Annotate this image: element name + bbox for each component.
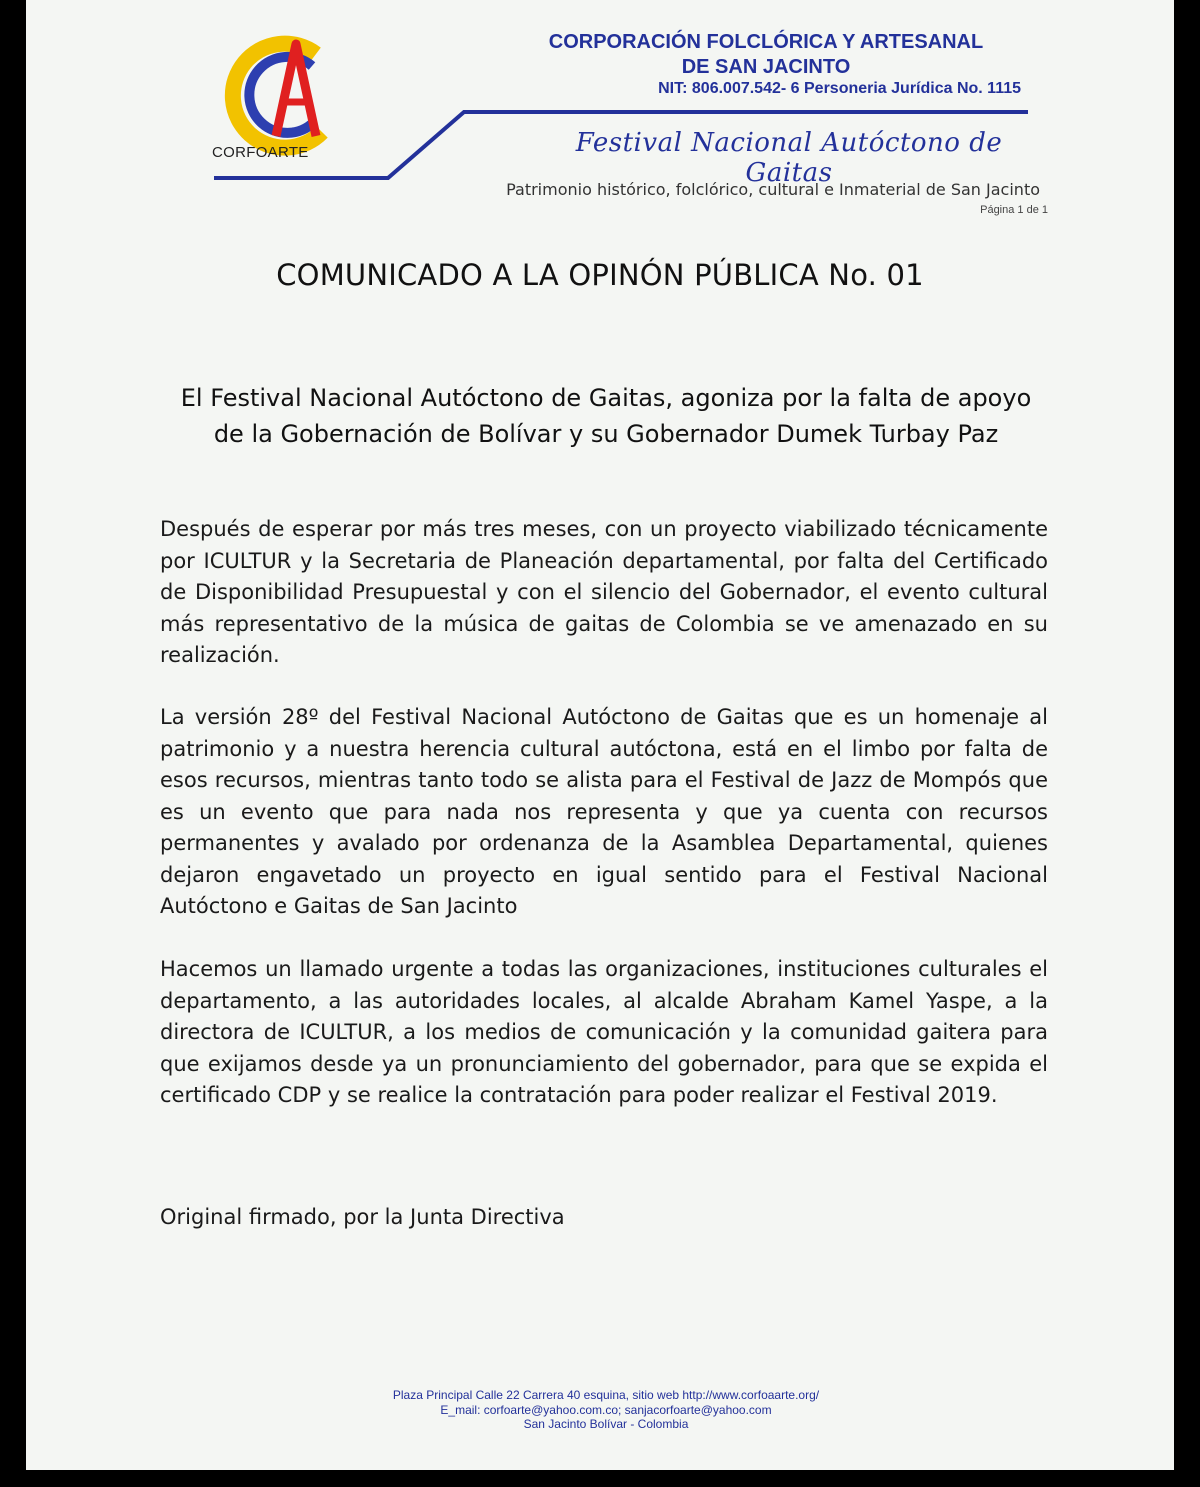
footer-location: San Jacinto Bolívar - Colombia [523,1417,689,1431]
org-name-line-2: DE SAN JACINTO [681,56,851,78]
closing-signature: Original firmado, por la Junta Directiva [160,1205,565,1229]
body-paragraph: La versión 28º del Festival Nacional Autóctono de Gaitas que es un homenaje al patrimonio y a nuestra herencia cultural autóctona, está en el limbo por falta de esos recursos, mientras tanto todo se alista para el Festival de Jazz de Mompós que es un evento que para nada nos representa y que ya cuenta con recursos permanentes y avalado por ordenanza de la Asamblea Departamental, quienes dejaron engavetado un proyecto en igual sentido para el Festival Nacional Autóctono e Gaitas de San Jacinto [160,705,1048,918]
logo-caption: CORFOARTE [212,144,309,161]
body-paragraph: Después de esperar por más tres meses, con un proyecto viabilizado técnicamente por ICULTUR y la Secretaria de Planeación departamental, por falta del Certificado de Disponibilidad Presupuestal y con el silencio del Gobernador, el evento cultural más representativo de la música de gaitas de Colombia se ve amenazado en su realización. [160,517,1048,667]
page-number: Página 1 de 1 [980,204,1048,216]
body-paragraph: Hacemos un llamado urgente a todas las organizaciones, instituciones culturales el departamento, a las autoridades locales, al alcalde Abraham Kamel Yaspe, a la directora de ICULTUR, a los medios de comunicación y la comunidad gaitera para que exijamos desde ya un pronunciamiento del gobernador, para que se expida el certificado CDP y se realice la contratación para poder realizar el Festival 2019. [160,957,1048,1107]
document-page [26,0,1174,1470]
festival-name: Festival Nacional Autóctono de Gaitas [575,128,1003,188]
document-subtitle: El Festival Nacional Autóctono de Gaitas, agoniza por la falta de apoyo de la Gobernación de Bolívar y su Gobernador Dumek Turbay Paz [180,384,1032,448]
nit-info: NIT: 806.007.542- 6 Personeria Jurídica No. 1115 [658,80,1021,97]
document-title: COMUNICADO A LA OPINÓN PÚBLICA No. 01 [276,258,924,292]
patrimonio-tagline: Patrimonio histórico, folclórico, cultural e Inmaterial de San Jacinto [506,180,1040,199]
footer-address: Plaza Principal Calle 22 Carrera 40 esquina, sitio web http://www.corfoaarte.org/ [392,1388,820,1402]
org-name-line-1: CORPORACIÓN FOLCLÓRICA Y ARTESANAL [548,31,984,53]
footer-contact [226,1388,986,1432]
footer-email: E_mail: corfoarte@yahoo.com.co; sanjacorfoarte@yahoo.com [440,1402,772,1417]
